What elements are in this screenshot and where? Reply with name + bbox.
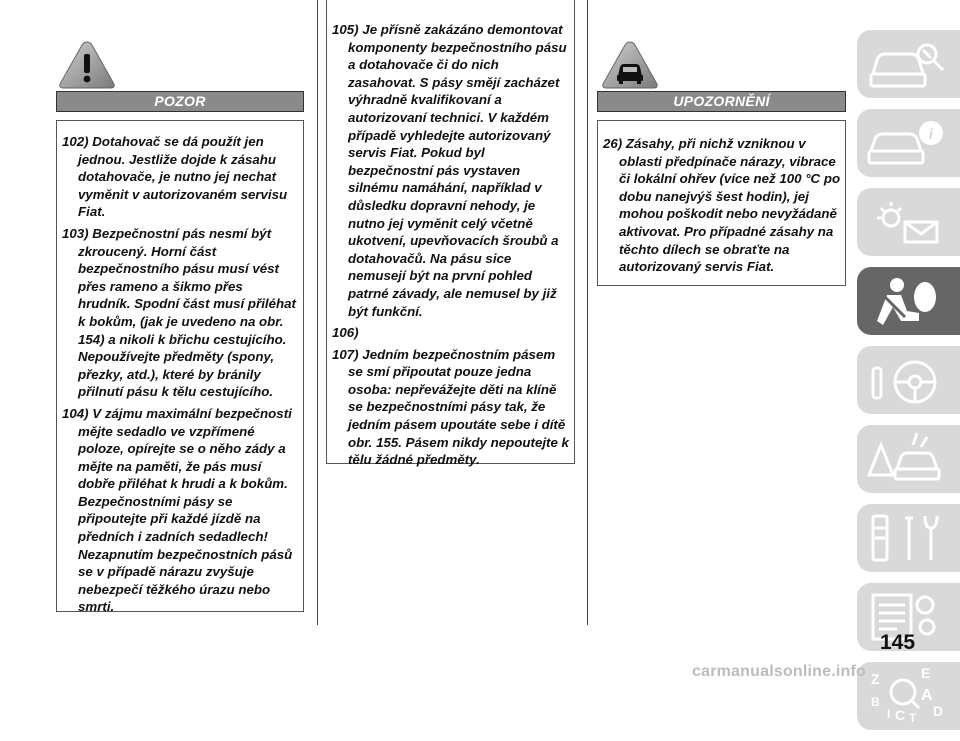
tab-car-info[interactable]: [857, 109, 960, 177]
tab-seatbelt-airbag[interactable]: [857, 267, 960, 335]
list-item: 103) Bezpečnostní pás nesmí být zkroucený. Horní část bezpečnostního pásu musí vést přes rameno a šikmo přes hrudník. Spodní část musí přiléhat k bokům, (jak je uvedeno na obr. 154) a nikoli k břichu cestujícího. Nepoužívejte předměty (spony, přezky, atd.), které by bránily přilnutí pásu k tělu cestujícího.: [62, 225, 296, 400]
svg-text:B: B: [871, 695, 880, 709]
maintenance-tools-icon: [857, 504, 960, 572]
alphabetical-index-icon: [857, 662, 960, 730]
warning-header-pozor: POZOR: [56, 91, 304, 112]
emergency-icon: [857, 425, 960, 493]
list-item: 107) Jedním bezpečnostním pásem se smí připoutat pouze jedna osoba: nepřevážejte děti na klíně se bezpečnostními pásy tak, že jedním pásem upoutáte sebe i dítě obr. 155. Pásem nikdy nepoutejte k tělu žádné předměty.: [332, 346, 569, 468]
list-item: 102) Dotahovač se dá použít jen jednou. Jestliže dojde k zásahu dotahovače, je nutno jej nechat vyměnit v autorizovaném servisu Fiat.: [62, 134, 288, 220]
tab-alphabetical-index[interactable]: [857, 662, 960, 730]
tab-emergency[interactable]: [857, 425, 960, 493]
tab-steering-ignition[interactable]: [857, 346, 960, 414]
list-item: 105) Je přísně zakázáno demontovat komponenty bezpečnostního pásu a dotahovače či do nich zasahovat. S pásy smějí zacházet výhradně kvalifikovaní a autorizovaní technici. V každém případě vyhledejte autorizovaný servis Fiat. Pokud byl bezpečnostní pás vystaven silnému namáhání, například v důsledku dopravní nehody, je nutno jej vyměnit celý včetně ukotvení, upevňovacích šroubů a dotahovačů. Na pásu sice nemusejí být na první pohled patrné závady, ale nemusel by již být funkční.: [332, 22, 567, 319]
vehicle-caution-triangle-icon: [601, 40, 659, 95]
tab-warning-lights[interactable]: [857, 188, 960, 256]
car-info-icon: [857, 109, 960, 177]
svg-text:C: C: [895, 707, 906, 723]
car-dashboard-icon: [857, 30, 960, 98]
list-item: 104) V zájmu maximální bezpečnosti mějte sedadlo ve vzpřímené poloze, opírejte se o něho zády a mějte na paměti, že pás musí dobře přiléhat k hrudi a k bokům. Bezpečnostními pásy se připoutejte při každé jízdě na předních i zadních sedadlech! Nezapnutím bezpečnostních pásů se v případě nárazu zvyšuje nebezpečí těžkého úrazu nebo smrti.: [62, 405, 293, 615]
warning-box-right: [597, 120, 846, 286]
page-number: 145: [880, 631, 916, 654]
list-item: 106): [332, 325, 359, 341]
warning-lights-icon: [857, 188, 960, 256]
svg-text:E: E: [921, 665, 931, 681]
column-divider-left: [317, 0, 318, 625]
svg-text:A: A: [921, 687, 933, 704]
warning-box-middle: [326, 0, 575, 468]
danger-triangle-icon: [58, 40, 116, 95]
seatbelt-airbag-icon: [857, 267, 960, 335]
svg-text:T: T: [909, 711, 917, 725]
warning-header-upozorneni: UPOZORNĚNÍ: [597, 91, 846, 112]
footer-watermark: carmanualsonline.info: [692, 663, 867, 680]
svg-text:D: D: [933, 703, 944, 719]
warning-box-left: [56, 120, 304, 615]
tab-car-dashboard[interactable]: [857, 30, 960, 98]
svg-text:Z: Z: [871, 671, 880, 687]
svg-text:i: i: [928, 126, 934, 143]
tab-maintenance-tools[interactable]: [857, 504, 960, 572]
svg-text:I: I: [887, 707, 891, 721]
list-item: 26) Zásahy, při nichž vzniknou v oblasti předpínače nárazy, vibrace či lokální ohřev (více než 100 °C po dobu nanejvýš šest hodin), jej mohou poškodit nebo nevyžádaně aktivovat. Pro případné zásahy na těchto dílech se obraťte na autorizovaný servis Fiat.: [603, 136, 841, 275]
column-divider-right: [587, 0, 588, 625]
steering-ignition-icon: [857, 346, 960, 414]
